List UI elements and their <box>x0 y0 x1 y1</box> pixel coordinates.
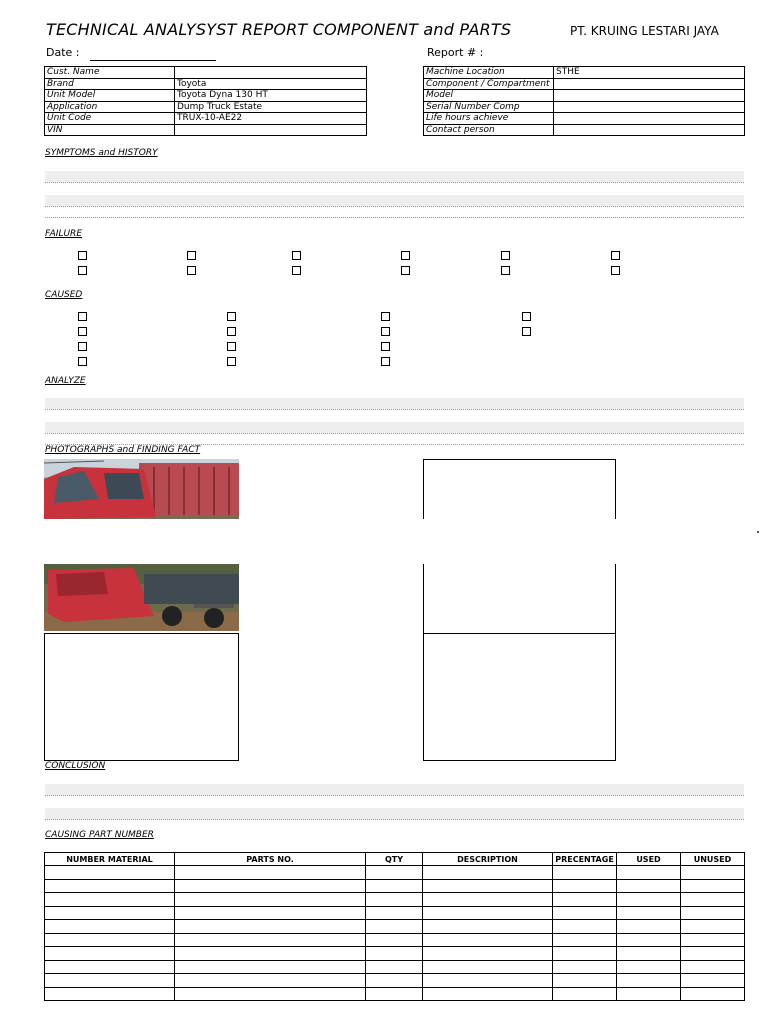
unit-info-row <box>45 78 367 90</box>
parts-cell[interactable] <box>423 879 553 893</box>
parts-cell[interactable] <box>366 893 423 907</box>
unit-info-row <box>45 90 367 102</box>
parts-cell[interactable] <box>681 879 745 893</box>
table-row <box>45 960 745 974</box>
parts-cell[interactable] <box>366 879 423 893</box>
caused-checkbox[interactable] <box>381 312 390 321</box>
component-info-row <box>424 90 745 102</box>
parts-cell[interactable] <box>45 893 175 907</box>
failure-checkbox[interactable] <box>401 251 410 260</box>
unit-info-value[interactable] <box>175 67 367 79</box>
parts-cell[interactable] <box>617 987 681 1001</box>
parts-cell[interactable] <box>553 893 617 907</box>
parts-cell[interactable] <box>423 974 553 988</box>
parts-cell[interactable] <box>175 893 366 907</box>
parts-cell[interactable] <box>45 974 175 988</box>
component-info-table <box>423 66 745 136</box>
parts-cell[interactable] <box>175 879 366 893</box>
date-label: Date : <box>46 46 80 59</box>
parts-column-header: DESCRIPTION <box>423 853 553 866</box>
date-field[interactable] <box>90 60 216 61</box>
component-info-label: Contact person <box>424 124 554 136</box>
parts-cell[interactable] <box>423 933 553 947</box>
caused-checkbox[interactable] <box>227 357 236 366</box>
report-number-label: Report # : <box>427 46 484 59</box>
parts-cell[interactable] <box>617 893 681 907</box>
unit-info-label: Brand <box>45 78 175 90</box>
parts-cell[interactable] <box>45 933 175 947</box>
unit-info-value[interactable]: Toyota <box>175 78 367 90</box>
component-info-label: Machine Location <box>424 67 554 79</box>
parts-cell[interactable] <box>681 866 745 880</box>
caused-checkbox[interactable] <box>78 357 87 366</box>
parts-cell[interactable] <box>423 947 553 961</box>
photo-frame-top-right <box>423 459 616 519</box>
conclusion-heading: CONCLUSION <box>45 761 106 771</box>
parts-cell[interactable] <box>553 987 617 1001</box>
caused-checkbox[interactable] <box>381 327 390 336</box>
failure-checkbox[interactable] <box>292 251 301 260</box>
parts-cell[interactable] <box>553 920 617 934</box>
component-info-row <box>424 67 745 79</box>
parts-cell[interactable] <box>617 879 681 893</box>
failure-checkbox[interactable] <box>78 251 87 260</box>
parts-cell[interactable] <box>175 974 366 988</box>
component-info-label: Serial Number Comp <box>424 101 554 113</box>
unit-info-row <box>45 101 367 113</box>
parts-cell[interactable] <box>423 906 553 920</box>
failure-checkbox[interactable] <box>187 266 196 275</box>
component-info-value[interactable] <box>554 90 745 102</box>
photo-frame-mid-right <box>423 564 616 634</box>
caused-checkbox[interactable] <box>522 312 531 321</box>
symptoms-line-1[interactable] <box>45 171 744 182</box>
failure-checkbox[interactable] <box>187 251 196 260</box>
unit-info-value[interactable]: Toyota Dyna 130 HT <box>175 90 367 102</box>
parts-cell[interactable] <box>553 947 617 961</box>
parts-cell[interactable] <box>553 906 617 920</box>
parts-cell[interactable] <box>617 974 681 988</box>
parts-cell[interactable] <box>553 866 617 880</box>
parts-column-header: PARTS NO. <box>175 853 366 866</box>
caused-heading: CAUSED <box>45 290 83 300</box>
failure-checkbox[interactable] <box>78 266 87 275</box>
photo-frame-bottom-right <box>423 633 616 761</box>
component-info-label: Model <box>424 90 554 102</box>
unit-info-row <box>45 113 367 125</box>
caused-checkbox[interactable] <box>381 342 390 351</box>
unit-info-label: Cust. Name <box>45 67 175 79</box>
unit-info-value[interactable]: TRUX-10-AE22 <box>175 113 367 125</box>
component-info-value[interactable] <box>554 124 745 136</box>
parts-cell[interactable] <box>366 987 423 1001</box>
analyze-line-2[interactable] <box>45 422 744 433</box>
symptoms-heading: SYMPTOMS and HISTORY <box>45 148 158 158</box>
analyze-line-1[interactable] <box>45 398 744 409</box>
parts-column-header: USED <box>617 853 681 866</box>
table-row <box>45 893 745 907</box>
truck-photo-side <box>44 564 239 631</box>
component-info-value[interactable] <box>554 113 745 125</box>
parts-column-header: PRECENTAGE <box>553 853 617 866</box>
report-title: TECHNICAL ANALYSYST REPORT COMPONENT and PARTS <box>46 20 512 39</box>
parts-cell[interactable] <box>366 920 423 934</box>
unit-info-label: VIN <box>45 124 175 136</box>
component-info-value[interactable] <box>554 78 745 90</box>
parts-cell[interactable] <box>366 960 423 974</box>
parts-cell[interactable] <box>681 933 745 947</box>
unit-info-row <box>45 124 367 136</box>
parts-cell[interactable] <box>45 960 175 974</box>
table-row <box>45 933 745 947</box>
component-info-value[interactable]: STHE <box>554 67 745 79</box>
parts-cell[interactable] <box>175 866 366 880</box>
table-row <box>45 947 745 961</box>
table-row <box>45 866 745 880</box>
parts-cell[interactable] <box>366 866 423 880</box>
parts-cell[interactable] <box>45 906 175 920</box>
failure-checkbox[interactable] <box>292 266 301 275</box>
parts-cell[interactable] <box>681 974 745 988</box>
unit-info-table <box>44 66 367 136</box>
parts-cell[interactable] <box>366 906 423 920</box>
parts-cell[interactable] <box>175 906 366 920</box>
parts-cell[interactable] <box>681 893 745 907</box>
caused-checkbox[interactable] <box>227 327 236 336</box>
parts-cell[interactable] <box>175 947 366 961</box>
table-row <box>45 987 745 1001</box>
causing-part-heading: CAUSING PART NUMBER <box>45 830 154 840</box>
parts-cell[interactable] <box>617 866 681 880</box>
failure-checkbox[interactable] <box>501 266 510 275</box>
unit-info-value[interactable]: Dump Truck Estate <box>175 101 367 113</box>
unit-info-label: Unit Model <box>45 90 175 102</box>
analyze-heading: ANALYZE <box>45 376 86 386</box>
table-row <box>45 920 745 934</box>
parts-table <box>44 852 745 1001</box>
parts-cell[interactable] <box>553 960 617 974</box>
parts-cell[interactable] <box>617 920 681 934</box>
parts-cell[interactable] <box>423 920 553 934</box>
parts-cell[interactable] <box>45 879 175 893</box>
parts-cell[interactable] <box>423 866 553 880</box>
photo-frame-bottom-left <box>44 633 239 761</box>
component-info-label: Component / Compartment <box>424 78 554 90</box>
failure-checkbox[interactable] <box>501 251 510 260</box>
failure-checkbox[interactable] <box>611 266 620 275</box>
conclusion-line-1[interactable] <box>45 784 744 795</box>
parts-cell[interactable] <box>45 947 175 961</box>
caused-checkbox[interactable] <box>381 357 390 366</box>
company-name: PT. KRUING LESTARI JAYA <box>570 24 719 38</box>
parts-column-header: QTY <box>366 853 423 866</box>
failure-checkbox[interactable] <box>401 266 410 275</box>
parts-cell[interactable] <box>175 987 366 1001</box>
parts-cell[interactable] <box>553 974 617 988</box>
component-info-row <box>424 124 745 136</box>
unit-info-row <box>45 67 367 79</box>
truck-photo-front <box>44 459 239 519</box>
unit-info-label: Unit Code <box>45 113 175 125</box>
failure-heading: FAILURE <box>45 229 83 239</box>
symptoms-line-2[interactable] <box>45 195 744 206</box>
table-row <box>45 879 745 893</box>
table-row <box>45 906 745 920</box>
parts-cell[interactable] <box>175 933 366 947</box>
parts-cell[interactable] <box>617 906 681 920</box>
caused-checkbox[interactable] <box>78 342 87 351</box>
caused-checkbox[interactable] <box>78 327 87 336</box>
unit-info-label: Application <box>45 101 175 113</box>
component-info-row <box>424 113 745 125</box>
parts-cell[interactable] <box>681 906 745 920</box>
parts-cell[interactable] <box>45 987 175 1001</box>
caused-checkbox[interactable] <box>78 312 87 321</box>
parts-cell[interactable] <box>45 920 175 934</box>
parts-cell[interactable] <box>681 920 745 934</box>
parts-cell[interactable] <box>553 879 617 893</box>
parts-cell[interactable] <box>366 974 423 988</box>
unit-info-value[interactable] <box>175 124 367 136</box>
component-info-row <box>424 101 745 113</box>
parts-cell[interactable] <box>617 947 681 961</box>
parts-cell[interactable] <box>423 893 553 907</box>
failure-checkbox[interactable] <box>611 251 620 260</box>
parts-cell[interactable] <box>175 920 366 934</box>
parts-cell[interactable] <box>553 933 617 947</box>
component-info-value[interactable] <box>554 101 745 113</box>
conclusion-line-2[interactable] <box>45 808 744 819</box>
parts-cell[interactable] <box>617 960 681 974</box>
caused-checkbox[interactable] <box>227 342 236 351</box>
component-info-label: Life hours achieve <box>424 113 554 125</box>
parts-cell[interactable] <box>45 866 175 880</box>
parts-column-header: NUMBER MATERIAL <box>45 853 175 866</box>
parts-cell[interactable] <box>423 987 553 1001</box>
parts-cell[interactable] <box>617 933 681 947</box>
caused-checkbox[interactable] <box>522 327 531 336</box>
parts-cell[interactable] <box>366 933 423 947</box>
parts-cell[interactable] <box>681 960 745 974</box>
photos-heading: PHOTOGRAPHS and FINDING FACT <box>45 445 201 455</box>
parts-cell[interactable] <box>175 960 366 974</box>
component-info-row <box>424 78 745 90</box>
table-row <box>45 974 745 988</box>
parts-column-header: UNUSED <box>681 853 745 866</box>
parts-cell[interactable] <box>681 947 745 961</box>
caused-checkbox[interactable] <box>227 312 236 321</box>
parts-cell[interactable] <box>366 947 423 961</box>
parts-cell[interactable] <box>681 987 745 1001</box>
parts-cell[interactable] <box>423 960 553 974</box>
